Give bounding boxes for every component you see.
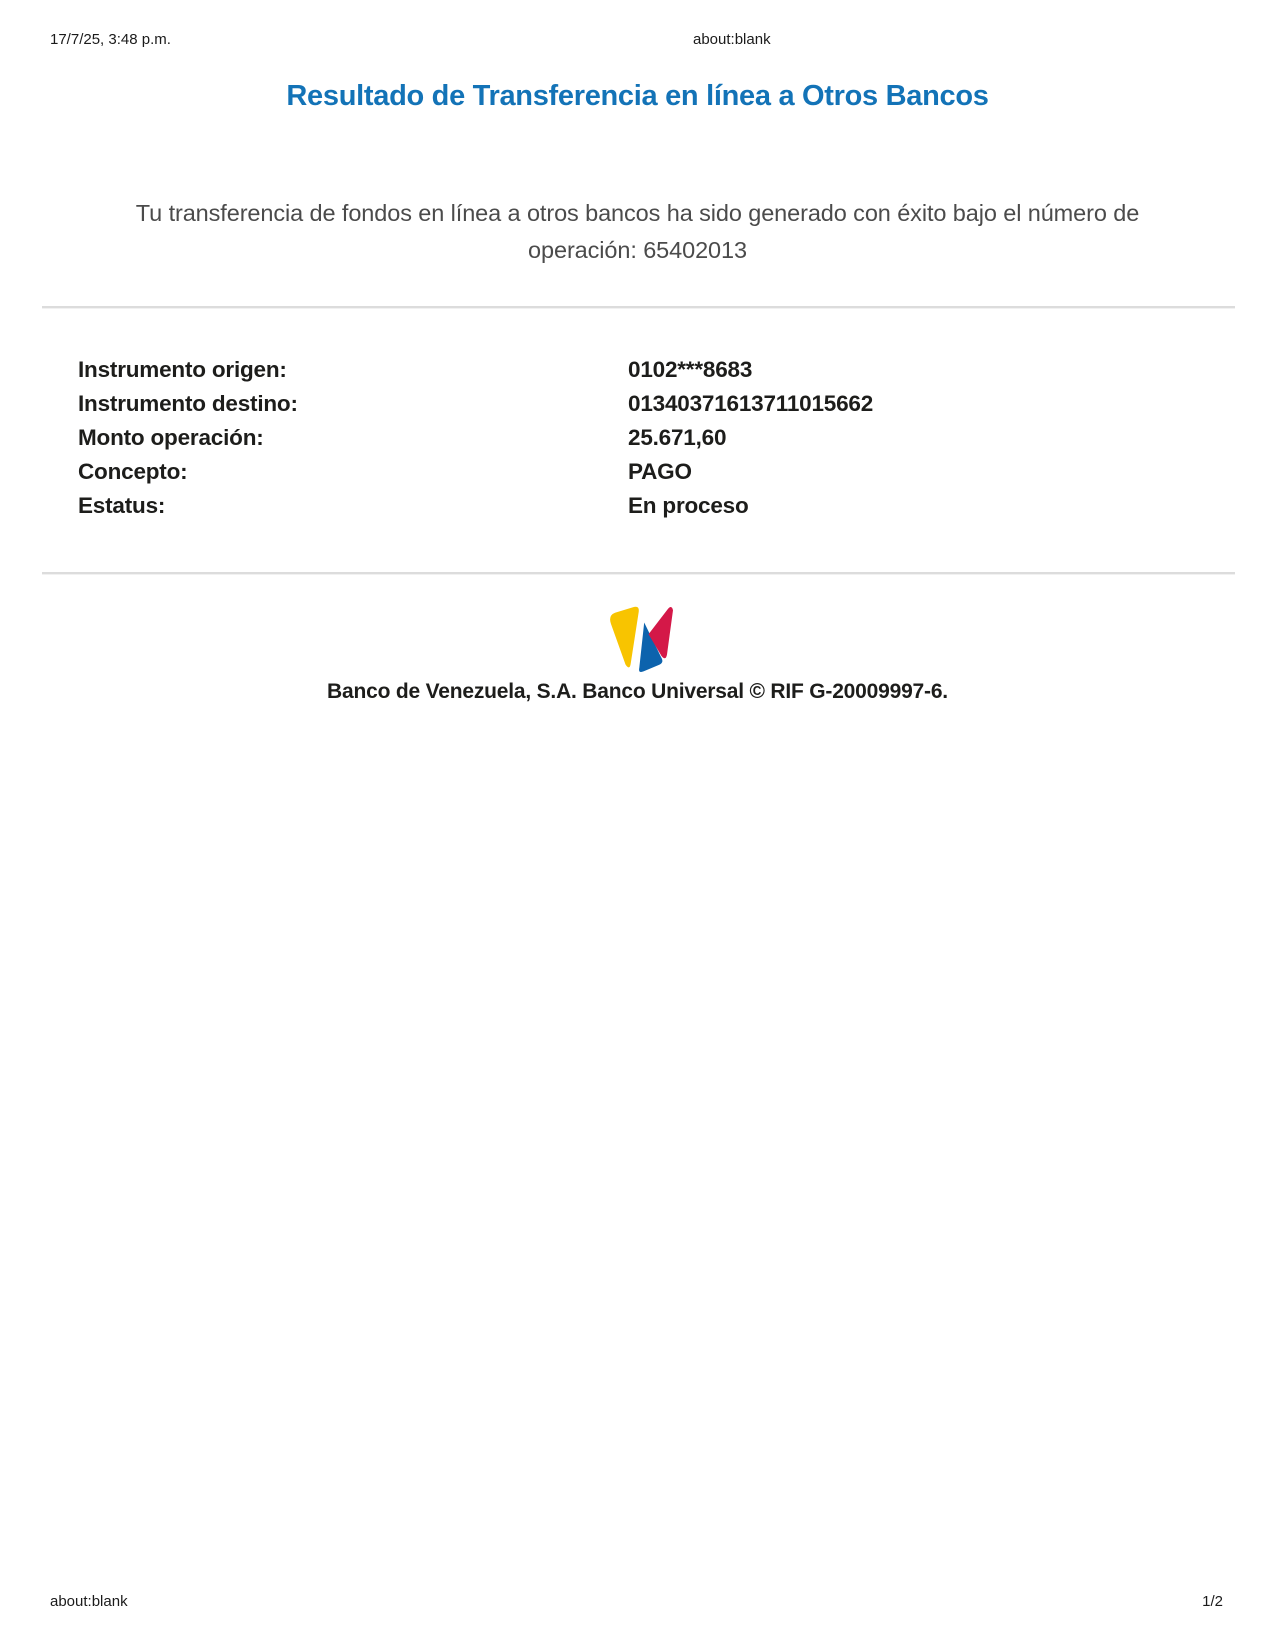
detail-label: Concepto: bbox=[78, 459, 188, 484]
detail-value: PAGO bbox=[628, 459, 692, 484]
page-title: Resultado de Transferencia en línea a Otros Bancos bbox=[286, 80, 989, 112]
top-divider bbox=[42, 306, 1235, 309]
confirmation-message-line1: Tu transferencia de fondos en línea a otros bancos ha sido generado con éxito bajo el número de bbox=[135, 200, 1140, 226]
detail-row-concepto bbox=[78, 459, 1235, 493]
logo-yellow-blade bbox=[610, 607, 639, 668]
detail-label: Monto operación: bbox=[78, 425, 264, 450]
print-header-datetime: 17/7/25, 3:48 p.m. bbox=[50, 31, 171, 48]
detail-row-instrumento-origen bbox=[78, 357, 1235, 391]
detail-label: Instrumento origen: bbox=[78, 357, 287, 382]
detail-row-estatus bbox=[78, 493, 1235, 527]
detail-value: 25.671,60 bbox=[628, 425, 727, 450]
transfer-details bbox=[78, 357, 1235, 527]
print-footer-page-indicator: 1/2 bbox=[1202, 1593, 1223, 1610]
detail-label: Estatus: bbox=[78, 493, 166, 518]
print-footer-url: about:blank bbox=[50, 1593, 128, 1610]
bottom-divider bbox=[42, 572, 1235, 575]
bank-logo-svg bbox=[605, 605, 673, 677]
detail-row-monto-operacion bbox=[78, 425, 1235, 459]
bank-legal-line: Banco de Venezuela, S.A. Banco Universal © RIF G-20009997-6. bbox=[327, 680, 948, 703]
confirmation-message-line2: operación: 65402013 bbox=[528, 237, 747, 263]
print-header-title: about:blank bbox=[693, 31, 771, 48]
confirmation-message bbox=[0, 195, 1275, 269]
status-value: En proceso bbox=[628, 493, 749, 518]
detail-label: Instrumento destino: bbox=[78, 391, 298, 416]
detail-value: 01340371613711015662 bbox=[628, 391, 874, 416]
detail-value: 0102***8683 bbox=[628, 357, 753, 382]
detail-row-instrumento-destino bbox=[78, 391, 1235, 425]
banco-de-venezuela-logo-icon bbox=[605, 605, 673, 677]
